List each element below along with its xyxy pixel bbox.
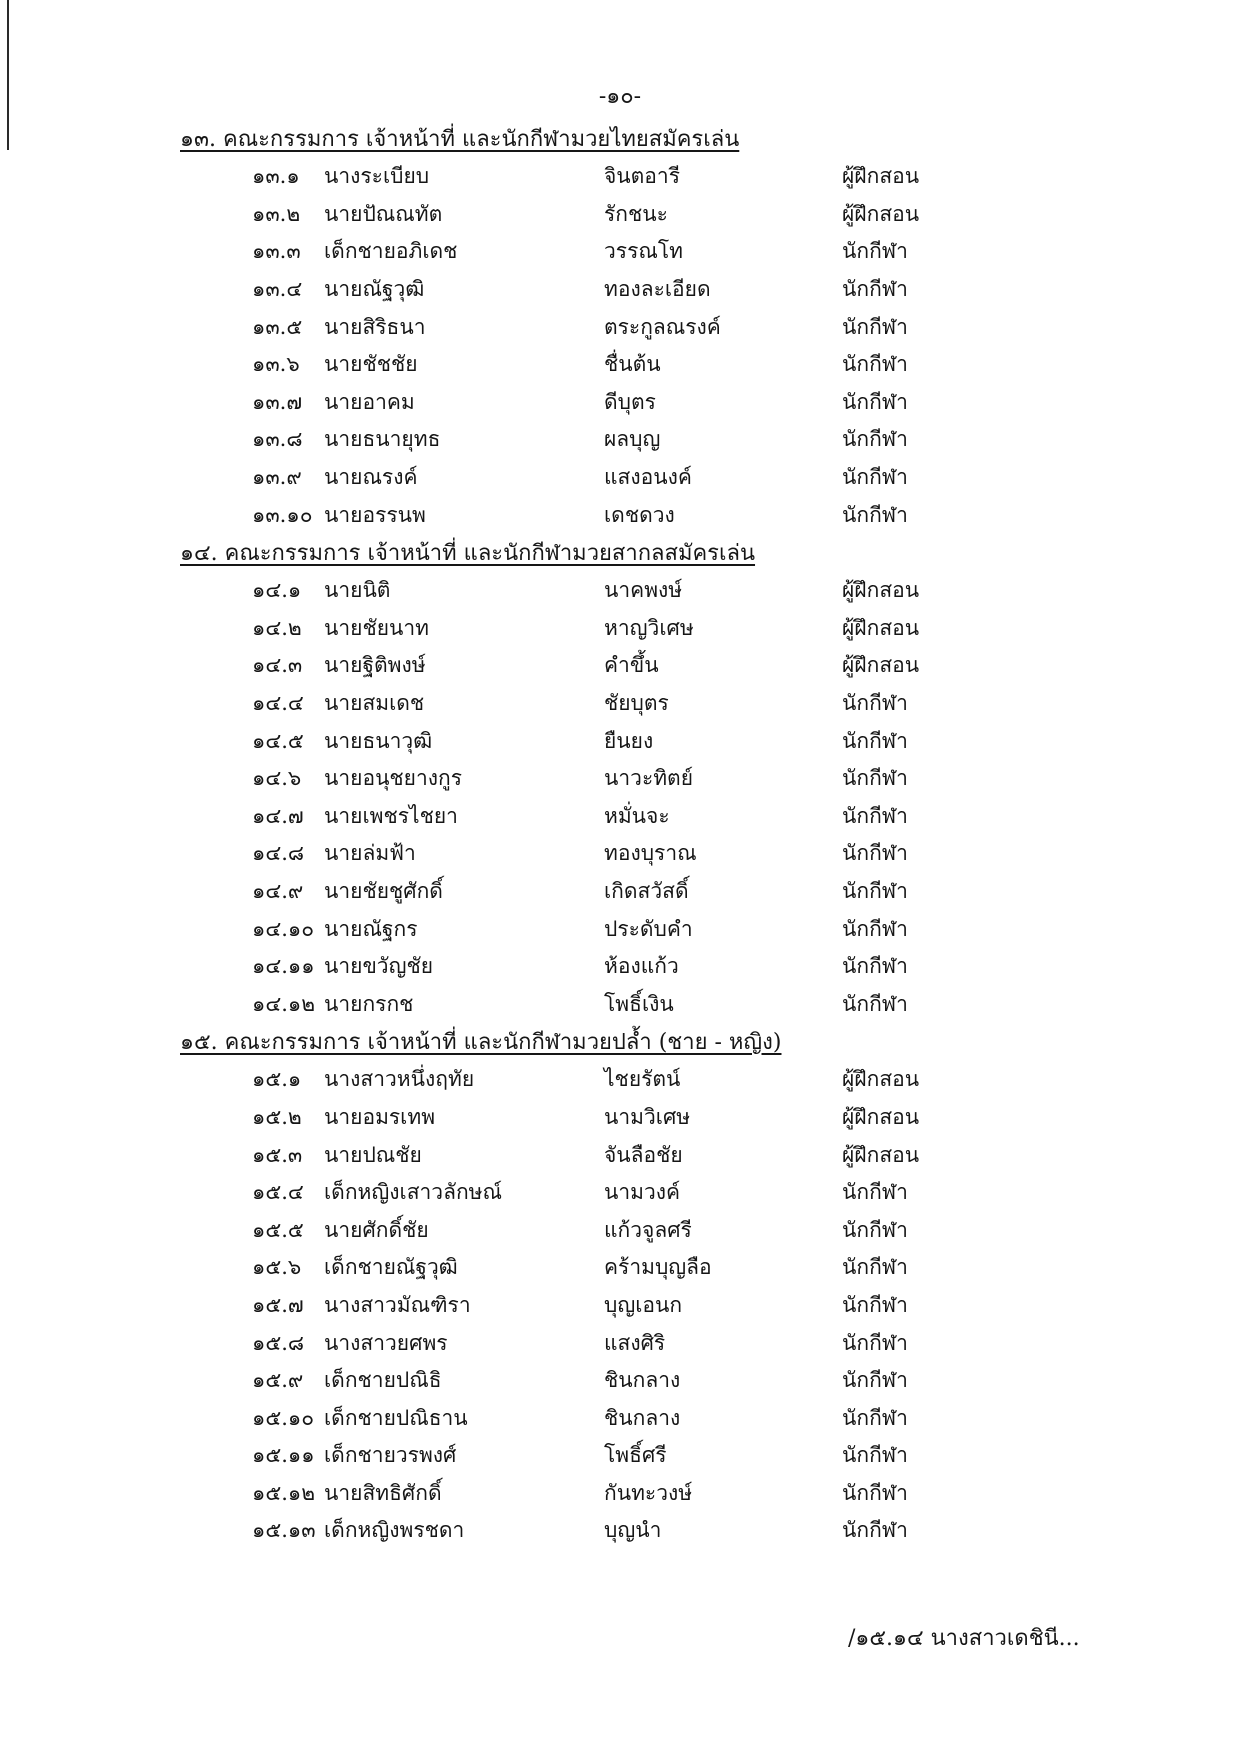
member-surname: รักชนะ bbox=[604, 201, 668, 226]
member-role: นักกีฬา bbox=[842, 1443, 908, 1468]
member-list bbox=[180, 122, 1180, 1550]
member-number: ๑๕.๑๐ bbox=[252, 1405, 315, 1430]
member-number: ๑๔.๓ bbox=[252, 653, 303, 678]
member-name: นายชัชชัย bbox=[324, 352, 418, 377]
member-role: นักกีฬา bbox=[842, 766, 908, 791]
member-number: ๑๓.๑๐ bbox=[252, 502, 313, 527]
member-row bbox=[180, 985, 1180, 1023]
member-surname: บุญนำ bbox=[604, 1518, 662, 1543]
member-row bbox=[180, 1399, 1180, 1437]
member-row bbox=[180, 1512, 1180, 1550]
member-name: เด็กชายวรพงศ์ bbox=[324, 1443, 457, 1468]
member-row bbox=[180, 1249, 1180, 1287]
member-row bbox=[180, 196, 1180, 234]
member-surname: ไชยรัตน์ bbox=[604, 1067, 681, 1092]
member-surname: โพธิ์ศรี bbox=[604, 1443, 667, 1468]
member-number: ๑๓.๑ bbox=[252, 164, 300, 189]
member-role: ผู้ฝึกสอน bbox=[842, 653, 920, 678]
member-surname: หมั่นจะ bbox=[604, 803, 670, 828]
member-role: ผู้ฝึกสอน bbox=[842, 615, 920, 640]
member-number: ๑๕.๙ bbox=[252, 1368, 304, 1393]
member-name: นางสาวยศพร bbox=[324, 1330, 448, 1355]
member-number: ๑๔.๙ bbox=[252, 878, 304, 903]
member-name: เด็กชายณัฐวุฒิ bbox=[324, 1255, 458, 1280]
member-surname: ชัยบุตร bbox=[604, 691, 669, 716]
member-number: ๑๕.๑๒ bbox=[252, 1480, 316, 1505]
section-heading: ๑๕. คณะกรรมการ เจ้าหน้าที่ และนักกีฬามวยปล้ำ (ชาย - หญิง) bbox=[180, 1030, 782, 1056]
member-name: นายกรกช bbox=[324, 991, 414, 1016]
member-row bbox=[180, 1324, 1180, 1362]
member-number: ๑๔.๘ bbox=[252, 841, 305, 866]
member-number: ๑๕.๖ bbox=[252, 1255, 302, 1280]
member-number: ๑๔.๕ bbox=[252, 728, 304, 753]
member-row bbox=[180, 1174, 1180, 1212]
member-name: นายอาคม bbox=[324, 389, 415, 414]
member-number: ๑๕.๑๑ bbox=[252, 1443, 315, 1468]
member-name: เด็กชายปณิธิ bbox=[324, 1368, 442, 1393]
member-surname: บุญเอนก bbox=[604, 1292, 683, 1317]
member-role: นักกีฬา bbox=[842, 803, 908, 828]
member-name: นายปัณณทัต bbox=[324, 201, 443, 226]
member-row bbox=[180, 496, 1180, 534]
member-role: นักกีฬา bbox=[842, 1217, 908, 1242]
member-number: ๑๓.๙ bbox=[252, 465, 302, 490]
member-number: ๑๕.๗ bbox=[252, 1292, 304, 1317]
member-role: นักกีฬา bbox=[842, 277, 908, 302]
member-role: นักกีฬา bbox=[842, 1292, 908, 1317]
member-name: นางระเบียบ bbox=[324, 164, 430, 189]
member-role: นักกีฬา bbox=[842, 878, 908, 903]
member-role: นักกีฬา bbox=[842, 1480, 908, 1505]
member-role: นักกีฬา bbox=[842, 239, 908, 264]
member-row bbox=[180, 1362, 1180, 1400]
section-heading: ๑๓. คณะกรรมการ เจ้าหน้าที่ และนักกีฬามวยไทยสมัครเล่น bbox=[180, 127, 740, 152]
member-row bbox=[180, 384, 1180, 422]
member-name: นางสาวมัณฑิรา bbox=[324, 1292, 471, 1317]
member-row bbox=[180, 610, 1180, 648]
member-row bbox=[180, 722, 1180, 760]
member-surname: ยืนยง bbox=[604, 728, 654, 753]
member-role: นักกีฬา bbox=[842, 389, 908, 414]
member-number: ๑๓.๓ bbox=[252, 239, 301, 264]
member-role: นักกีฬา bbox=[842, 954, 908, 979]
member-name: นายชัยชูศักดิ์ bbox=[324, 878, 443, 903]
member-role: ผู้ฝึกสอน bbox=[842, 1104, 920, 1129]
member-name: นายอนุชยางกูร bbox=[324, 766, 463, 791]
member-surname: แสงอนงค์ bbox=[604, 465, 692, 490]
member-row bbox=[180, 1061, 1180, 1099]
member-role: ผู้ฝึกสอน bbox=[842, 164, 920, 189]
member-surname: ทองละเอียด bbox=[604, 277, 711, 302]
member-surname: วรรณโท bbox=[604, 239, 683, 264]
member-name: นายฐิติพงษ์ bbox=[324, 653, 426, 678]
member-number: ๑๔.๑ bbox=[252, 578, 302, 603]
member-surname: นาคพงษ์ bbox=[604, 578, 683, 603]
member-number: ๑๕.๒ bbox=[252, 1104, 302, 1129]
member-surname: แก้วจูลศรี bbox=[604, 1217, 692, 1242]
member-name: นายศักดิ์ชัย bbox=[324, 1217, 429, 1242]
member-number: ๑๓.๘ bbox=[252, 427, 303, 452]
member-number: ๑๔.๔ bbox=[252, 691, 304, 716]
section bbox=[180, 1025, 1180, 1550]
member-row bbox=[180, 1099, 1180, 1137]
member-row bbox=[180, 948, 1180, 986]
member-number: ๑๔.๑๐ bbox=[252, 916, 315, 941]
page-number: -๑๐- bbox=[598, 84, 642, 109]
member-role: นักกีฬา bbox=[842, 352, 908, 377]
section bbox=[180, 122, 1180, 534]
member-row bbox=[180, 910, 1180, 948]
member-role: นักกีฬา bbox=[842, 1255, 908, 1280]
member-role: นักกีฬา bbox=[842, 991, 908, 1016]
member-name: เด็กหญิงเสาวลักษณ์ bbox=[324, 1180, 503, 1205]
member-number: ๑๕.๘ bbox=[252, 1330, 305, 1355]
member-row bbox=[180, 308, 1180, 346]
member-role: ผู้ฝึกสอน bbox=[842, 578, 920, 603]
member-row bbox=[180, 271, 1180, 309]
member-row bbox=[180, 1475, 1180, 1513]
member-role: นักกีฬา bbox=[842, 728, 908, 753]
member-number: ๑๔.๒ bbox=[252, 615, 302, 640]
member-name: นายขวัญชัย bbox=[324, 954, 434, 979]
scan-edge-line bbox=[7, 0, 9, 150]
member-role: นักกีฬา bbox=[842, 841, 908, 866]
member-role: นักกีฬา bbox=[842, 465, 908, 490]
member-surname: หาญวิเศษ bbox=[604, 615, 694, 640]
member-surname: เกิดสวัสดิ์ bbox=[604, 878, 689, 903]
member-name: นายณัฐวุฒิ bbox=[324, 277, 425, 302]
member-role: นักกีฬา bbox=[842, 502, 908, 527]
member-surname: ผลบุญ bbox=[604, 427, 661, 452]
member-name: นายนิติ bbox=[324, 578, 391, 603]
member-surname: ดีบุตร bbox=[604, 389, 656, 414]
member-surname: ชื่นต้น bbox=[604, 352, 661, 377]
member-role: ผู้ฝึกสอน bbox=[842, 1142, 920, 1167]
member-role: นักกีฬา bbox=[842, 427, 908, 452]
member-number: ๑๔.๖ bbox=[252, 766, 302, 791]
member-surname: ตระกูลณรงค์ bbox=[604, 314, 721, 339]
member-number: ๑๕.๔ bbox=[252, 1180, 304, 1205]
member-name: นายสมเดช bbox=[324, 691, 425, 716]
member-role: นักกีฬา bbox=[842, 1330, 908, 1355]
member-name: นายปณชัย bbox=[324, 1142, 422, 1167]
member-row bbox=[180, 346, 1180, 384]
continuation-note: /๑๕.๑๔ นางสาวเดชินี... bbox=[848, 1626, 1080, 1651]
member-row bbox=[180, 760, 1180, 798]
member-row bbox=[180, 685, 1180, 723]
member-number: ๑๕.๑ bbox=[252, 1067, 302, 1092]
member-surname: จันลือชัย bbox=[604, 1142, 683, 1167]
member-name: นายณัฐกร bbox=[324, 916, 418, 941]
member-name: นายสิทธิศักดิ์ bbox=[324, 1480, 442, 1505]
member-role: นักกีฬา bbox=[842, 1518, 908, 1543]
member-role: นักกีฬา bbox=[842, 1180, 908, 1205]
member-surname: โพธิ์เงิน bbox=[604, 991, 674, 1016]
member-name: นายเพชรไชยา bbox=[324, 803, 458, 828]
section bbox=[180, 536, 1180, 1023]
member-row bbox=[180, 835, 1180, 873]
member-name: นางสาวหนึ่งฤทัย bbox=[324, 1067, 475, 1092]
member-number: ๑๕.๓ bbox=[252, 1142, 303, 1167]
member-row bbox=[180, 233, 1180, 271]
section-heading: ๑๔. คณะกรรมการ เจ้าหน้าที่ และนักกีฬามวยสากลสมัครเล่น bbox=[180, 540, 756, 566]
member-row bbox=[180, 572, 1180, 610]
member-role: ผู้ฝึกสอน bbox=[842, 1067, 920, 1092]
member-surname: ชินกลาง bbox=[604, 1368, 681, 1393]
member-row bbox=[180, 798, 1180, 836]
member-surname: จินตอารี bbox=[604, 164, 680, 189]
member-surname: เดชดวง bbox=[604, 502, 675, 527]
member-surname: ประดับคำ bbox=[604, 916, 693, 941]
member-name: นายธนายุทธ bbox=[324, 427, 441, 452]
member-role: นักกีฬา bbox=[842, 314, 908, 339]
member-name: นายชัยนาท bbox=[324, 615, 429, 640]
member-name: เด็กหญิงพรชดา bbox=[324, 1518, 465, 1543]
member-number: ๑๕.๕ bbox=[252, 1217, 304, 1242]
member-role: นักกีฬา bbox=[842, 691, 908, 716]
member-surname: คำขึ้น bbox=[604, 653, 659, 678]
member-surname: แสงศิริ bbox=[604, 1330, 666, 1355]
member-number: ๑๓.๕ bbox=[252, 314, 303, 339]
member-name: นายณรงค์ bbox=[324, 465, 418, 490]
member-surname: นามวงค์ bbox=[604, 1180, 681, 1205]
member-row bbox=[180, 421, 1180, 459]
member-number: ๑๓.๒ bbox=[252, 201, 301, 226]
member-role: นักกีฬา bbox=[842, 916, 908, 941]
member-row bbox=[180, 1211, 1180, 1249]
member-number: ๑๓.๖ bbox=[252, 352, 300, 377]
member-number: ๑๓.๗ bbox=[252, 389, 303, 414]
member-name: นายล่มฟ้า bbox=[324, 841, 416, 866]
member-surname: นามวิเศษ bbox=[604, 1104, 691, 1129]
member-surname: นาวะทิตย์ bbox=[604, 766, 694, 791]
member-row bbox=[180, 1287, 1180, 1325]
member-surname: กันทะวงษ์ bbox=[604, 1480, 693, 1505]
member-name: นายอรรนพ bbox=[324, 502, 426, 527]
member-name: นายอมรเทพ bbox=[324, 1104, 436, 1129]
member-row bbox=[180, 1437, 1180, 1475]
member-number: ๑๔.๗ bbox=[252, 803, 304, 828]
member-name: เด็กชายปณิธาน bbox=[324, 1405, 468, 1430]
member-role: นักกีฬา bbox=[842, 1405, 908, 1430]
member-row bbox=[180, 158, 1180, 196]
member-row bbox=[180, 459, 1180, 497]
member-number: ๑๕.๑๓ bbox=[252, 1518, 316, 1543]
member-name: เด็กชายอภิเดช bbox=[324, 239, 458, 264]
member-surname: คร้ามบุญลือ bbox=[604, 1255, 712, 1280]
member-role: นักกีฬา bbox=[842, 1368, 908, 1393]
member-surname: ชินกลาง bbox=[604, 1405, 681, 1430]
member-number: ๑๔.๑๒ bbox=[252, 991, 316, 1016]
member-name: นายสิริธนา bbox=[324, 314, 426, 339]
member-row bbox=[180, 873, 1180, 911]
member-role: ผู้ฝึกสอน bbox=[842, 201, 920, 226]
member-surname: ทองบุราณ bbox=[604, 841, 697, 866]
member-name: นายธนาวุฒิ bbox=[324, 728, 433, 753]
member-surname: ห้องแก้ว bbox=[604, 954, 679, 979]
member-number: ๑๔.๑๑ bbox=[252, 954, 315, 979]
member-row bbox=[180, 647, 1180, 685]
member-number: ๑๓.๔ bbox=[252, 277, 303, 302]
member-row bbox=[180, 1136, 1180, 1174]
